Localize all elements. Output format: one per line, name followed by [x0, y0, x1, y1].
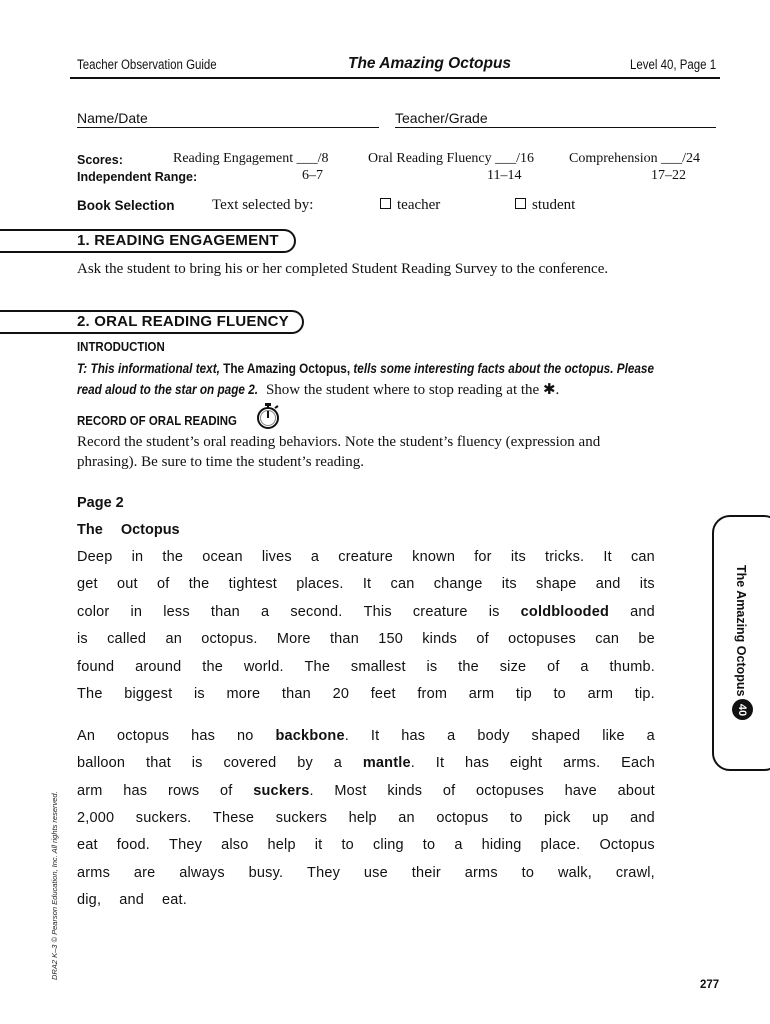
teacher-grade-label: Teacher/Grade [395, 110, 488, 126]
comprehension-range: 17–22 [651, 168, 686, 183]
passage-word: is [426, 658, 438, 675]
option-teacher[interactable] [380, 197, 440, 214]
independent-range-label: Independent Range: [77, 170, 198, 184]
passage-word: place. [540, 837, 581, 854]
passage-word: is [191, 755, 203, 772]
passage-word: food. [116, 837, 151, 854]
passage-word: backbone. [275, 728, 349, 744]
passage-word: lives [261, 549, 292, 565]
page-number: 277 [700, 979, 720, 991]
passage-word: of [442, 782, 456, 799]
passage-word: get [77, 576, 98, 593]
passage-word: busy. [248, 864, 284, 881]
book-selection-label: Book Selection [77, 198, 175, 213]
passage-word: an [398, 809, 415, 826]
teacher-checkbox[interactable] [380, 198, 391, 209]
intro-book: The Amazing Octopus, [223, 360, 351, 376]
passage-word: up [592, 809, 609, 826]
side-tab-title: The Amazing Octopus [734, 565, 748, 697]
passage-word: kinds [387, 782, 423, 799]
name-date-line[interactable] [77, 127, 379, 128]
passage-word: its [639, 576, 655, 593]
passage-word: more [226, 686, 261, 702]
passage-word: 20 [332, 686, 350, 702]
fluency-score: Oral Reading Fluency ___/16 [368, 151, 535, 166]
passage-word: This [363, 603, 392, 620]
passage-line [77, 810, 655, 826]
passage-word: These [212, 809, 255, 826]
header-left: Teacher Observation Guide [77, 57, 217, 72]
passage-word: arm [468, 686, 495, 702]
passage-word: can [630, 549, 655, 565]
passage-word: suckers. [253, 782, 314, 799]
passage-line [77, 865, 655, 881]
passage-word: about [617, 782, 655, 799]
header-right: Level 40, Page 1 [630, 57, 717, 72]
name-date-label: Name/Date [77, 110, 148, 126]
passage-word: of [220, 782, 233, 799]
passage-line [77, 728, 655, 744]
passage-word: arm [77, 782, 103, 799]
record-line1: Record the student’s oral reading behaviors. Note the student’s fluency (expression and [77, 434, 601, 450]
passage-word: tricks. [545, 549, 585, 565]
passage-word: has [401, 728, 426, 744]
passage-word: and [119, 891, 144, 908]
passage-word: shaped [531, 728, 581, 744]
passage-word: eat [77, 837, 98, 854]
passage-word: They [169, 837, 203, 854]
passage-word: less [163, 603, 190, 620]
passage-word: tip. [634, 686, 655, 702]
passage-word: the [202, 658, 224, 675]
passage-word: by [297, 755, 313, 772]
passage-word: arms [77, 864, 111, 881]
passage-word: color [77, 603, 110, 620]
page-title: The Amazing Octopus [348, 55, 512, 72]
passage-word: has [123, 782, 148, 799]
passage-word: The [304, 658, 331, 675]
passage-word: found [77, 658, 115, 675]
text-selected-by: Text selected by: [212, 197, 314, 213]
passage-title [77, 522, 180, 538]
passage-word: walk, [557, 864, 592, 881]
passage-line [77, 783, 655, 799]
section2-title: 2. ORAL READING FLUENCY [77, 313, 289, 330]
passage-line [77, 604, 655, 620]
passage-word: is [488, 603, 500, 620]
passage-word: of [547, 658, 560, 675]
passage-word: is [77, 631, 88, 648]
passage-word: and [630, 603, 655, 620]
passage-word: is [193, 686, 205, 702]
intro-italic2: tells some interesting facts about the octopus. Please [353, 360, 655, 376]
passage-word: to [422, 837, 436, 854]
passage-page-label: Page 2 [77, 495, 124, 511]
passage-word: Octopus [599, 837, 655, 854]
passage-word: out [116, 576, 138, 593]
passage-word: smallest [350, 658, 406, 675]
passage-word: from [417, 686, 448, 702]
passage-word: a [333, 755, 343, 772]
passage-word: and [630, 809, 655, 826]
stopwatch-icon [255, 402, 281, 430]
passage-word: a [310, 549, 320, 565]
passage-word: creature [412, 603, 468, 620]
passage-word: eat. [161, 891, 187, 908]
passage-word: creature [338, 549, 394, 565]
passage-word: Most [334, 782, 367, 799]
passage-word: that [145, 755, 171, 772]
passage-word: change [433, 576, 483, 593]
passage-word: It [435, 755, 445, 772]
passage-word: Each [621, 755, 655, 772]
passage-word: arms. [563, 755, 601, 772]
passage-word: can [390, 576, 415, 593]
passage-word: It [603, 549, 612, 565]
passage-word: mantle. [362, 755, 415, 772]
passage-word: biggest [124, 686, 173, 702]
passage-word: octopuses [508, 631, 576, 648]
student-checkbox[interactable] [515, 198, 526, 209]
passage-word: second. [290, 603, 343, 620]
passage-word: than [281, 686, 311, 702]
passage-word: octopus [117, 728, 170, 744]
passage-word: be [638, 631, 655, 648]
passage-word: a [646, 728, 655, 744]
passage-word: of [476, 631, 489, 648]
passage-word: cling [372, 837, 404, 854]
passage-word: tightest [228, 576, 278, 593]
passage-word: It [370, 728, 380, 744]
passage-word: to [510, 809, 523, 826]
passage-word: shape [536, 576, 577, 593]
passage-word: They [307, 864, 341, 881]
passage-word: suckers [275, 809, 328, 826]
passage-line [77, 576, 655, 592]
passage-word: the [162, 549, 184, 565]
passage-word: 2,000 [77, 809, 115, 826]
passage-word: called [107, 631, 147, 648]
section1-title: 1. READING ENGAGEMENT [77, 232, 279, 249]
passage-word: the [188, 576, 210, 593]
passage-word: a [447, 728, 456, 744]
introduction-heading: INTRODUCTION [77, 339, 165, 354]
scores-label: Scores: [77, 153, 123, 167]
passage-line [77, 686, 655, 702]
passage-line [77, 755, 655, 771]
level-badge-text: 40 [736, 703, 749, 716]
passage-word: places. [296, 576, 344, 593]
record-line2: phrasing). Be sure to time the student’s reading. [77, 454, 365, 470]
passage-word: around [135, 658, 182, 675]
passage-word: a [580, 658, 589, 675]
passage-word: More [276, 631, 311, 648]
passage-line [77, 837, 655, 853]
intro-italic1: This informational text, [90, 360, 220, 376]
passage-word: also [221, 837, 249, 854]
passage-title-word: Octopus [120, 522, 180, 538]
passage-word: it [314, 837, 323, 854]
passage-line [77, 549, 655, 565]
section1-body: Ask the student to bring his or her completed Student Reading Survey to the conference. [77, 261, 609, 277]
passage-word: An [77, 728, 96, 744]
passage-word: Deep [77, 549, 113, 565]
passage-word: 150 [378, 631, 403, 648]
option-student[interactable] [515, 197, 575, 214]
fluency-range: 11–14 [487, 168, 522, 183]
passage-word: has [191, 728, 216, 744]
option-student-label: student [532, 197, 576, 213]
passage-title-word: The [77, 522, 103, 538]
intro-t: T: [77, 360, 88, 376]
passage-word: It [362, 576, 372, 593]
passage-word: octopuses [476, 782, 544, 799]
passage-word: hiding [481, 837, 522, 854]
passage-word: pick [544, 809, 571, 826]
passage-word: suckers. [135, 809, 192, 826]
passage-word: known [412, 549, 456, 565]
introduction-line1 [77, 360, 654, 376]
passage-word: arm [587, 686, 614, 702]
passage-word: can [595, 631, 620, 648]
passage-word: its [510, 549, 526, 565]
passage-word: world. [243, 658, 284, 675]
passage-word: in [131, 549, 144, 565]
option-teacher-label: teacher [397, 197, 441, 213]
passage-word: has [465, 755, 490, 772]
passage-word: to [341, 837, 354, 854]
passage-word: help [267, 837, 296, 854]
passage-word: arms [464, 864, 498, 881]
passage-word: always [179, 864, 225, 881]
passage-word: help [348, 809, 377, 826]
intro-line2-italic: read aloud to the star on page 2. [77, 381, 259, 397]
passage-word: coldblooded [520, 603, 610, 620]
comprehension-score: Comprehension ___/24 [569, 151, 701, 166]
passage-word: balloon [77, 755, 126, 772]
passage-word: tip [515, 686, 532, 702]
passage-word: of [156, 576, 170, 593]
passage-word: a [261, 603, 270, 620]
passage-word: its [501, 576, 517, 593]
passage-word: octopus [436, 809, 489, 826]
level-badge [732, 699, 753, 720]
introduction-line2 [77, 380, 559, 399]
passage-word: covered [223, 755, 277, 772]
passage-word: thumb. [609, 658, 655, 675]
passage-word: than [329, 631, 359, 648]
passage-word: eight [509, 755, 543, 772]
passage-line [77, 631, 655, 647]
passage-word: the [458, 658, 479, 675]
passage-word: The [77, 686, 103, 702]
passage-word: crawl, [615, 864, 655, 881]
engagement-score: Reading Engagement ___/8 [173, 151, 329, 166]
record-heading: RECORD OF ORAL READING [77, 413, 237, 428]
copyright-notice: DRA2 K–3 © Pearson Education, Inc. All rights reserved. [50, 791, 59, 980]
intro-line2-plain: Show the student where to stop reading at the ✱. [265, 382, 560, 398]
header-rule [70, 77, 720, 79]
passage-word: like [602, 728, 625, 744]
passage-word: kinds [422, 631, 458, 648]
passage-word: a [454, 837, 463, 854]
passage-word: no [237, 728, 254, 744]
passage-word: use [363, 864, 388, 881]
passage-word: an [165, 631, 182, 648]
passage-line [77, 892, 655, 908]
passage-word: octopus. [201, 631, 258, 648]
passage-word: for [474, 549, 492, 565]
passage-word: ocean [202, 549, 243, 565]
passage-word: their [411, 864, 441, 881]
teacher-grade-line[interactable] [395, 127, 716, 128]
passage-word: and [595, 576, 621, 593]
passage-word: to [553, 686, 566, 702]
passage-word: feet [370, 686, 396, 702]
passage-word: than [210, 603, 240, 620]
passage-word: dig, [77, 891, 102, 908]
passage-word: to [521, 864, 535, 881]
passage-word: rows [167, 782, 200, 799]
engagement-range: 6–7 [302, 168, 323, 183]
passage-line [77, 659, 655, 675]
passage-word: in [130, 603, 143, 620]
passage-word: size [499, 658, 527, 675]
passage-word: body [477, 728, 510, 744]
passage-word: have [564, 782, 597, 799]
passage-word: are [133, 864, 156, 881]
